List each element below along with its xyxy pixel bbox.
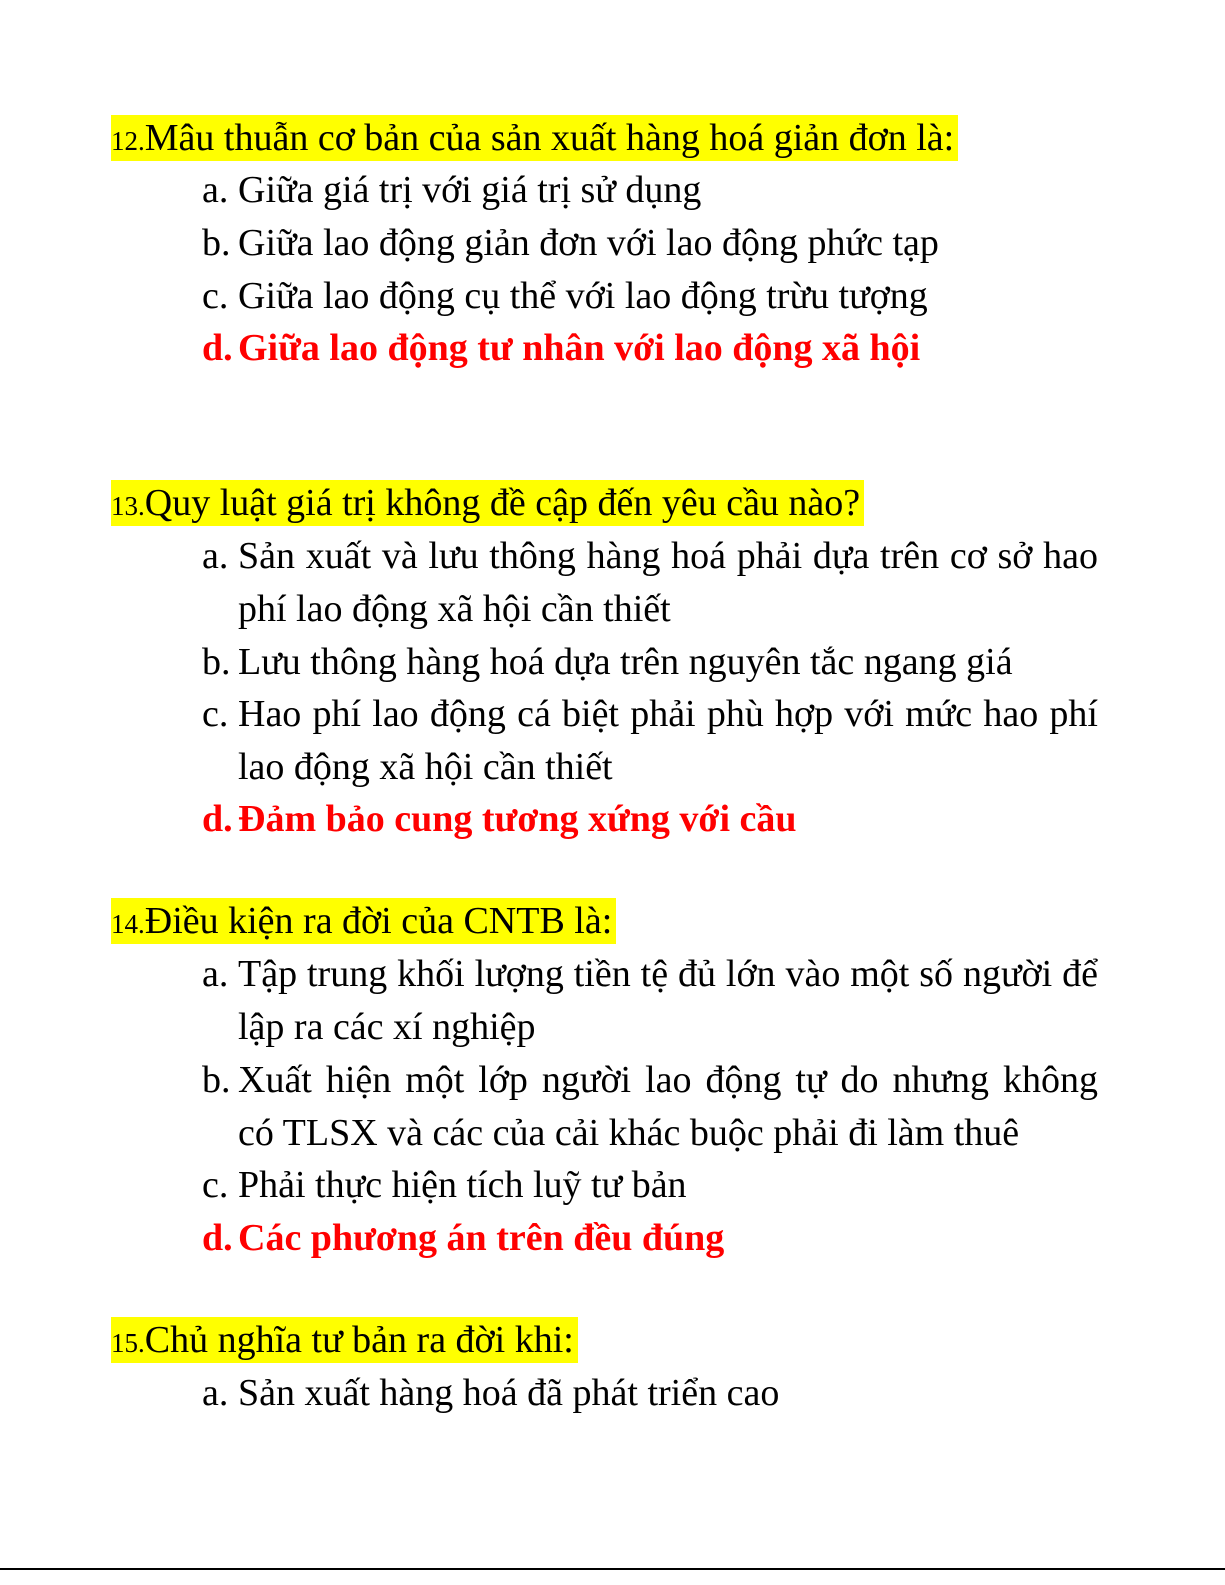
option-12-b (202, 217, 1098, 270)
option-12-d-correct (202, 322, 1098, 375)
question-13 (111, 480, 864, 526)
question-15 (111, 1317, 578, 1363)
option-letter: a. (202, 953, 229, 995)
option-15-a (202, 1367, 1098, 1420)
option-text: Hao phí lao động cá biệt phải phù hợp với mức hao phí lao động xã hội cần thiết (238, 693, 1098, 788)
option-13-b (202, 636, 1098, 689)
option-text: Lưu thông hàng hoá dựa trên nguyên tắc ngang giá (238, 641, 1013, 683)
option-12-a (202, 164, 1098, 217)
option-letter: d. (202, 1217, 233, 1259)
question-highlight (111, 480, 864, 526)
option-letter: a. (202, 1372, 229, 1414)
option-letter: d. (202, 798, 233, 840)
option-letter: b. (202, 1059, 231, 1101)
option-letter: c. (202, 275, 229, 317)
option-text: Giữa lao động tư nhân với lao động xã hội (238, 327, 921, 369)
question-highlight (111, 898, 616, 944)
option-text: Xuất hiện một lớp người lao động tự do nhưng không có TLSX và các của cải khác buộc phải đi làm thuê (238, 1059, 1098, 1154)
option-letter: d. (202, 327, 233, 369)
question-text: Chủ nghĩa tư bản ra đời khi: (144, 1319, 574, 1361)
option-14-b (202, 1054, 1098, 1160)
option-text: Đảm bảo cung tương xứng với cầu (238, 798, 797, 840)
option-text: Sản xuất hàng hoá đã phát triển cao (238, 1372, 780, 1414)
option-text: Giữa lao động giản đơn với lao động phức tạp (238, 222, 939, 264)
question-12 (111, 115, 958, 161)
question-14 (111, 898, 616, 944)
option-13-c (202, 688, 1098, 794)
option-text: Phải thực hiện tích luỹ tư bản (238, 1164, 687, 1206)
option-text: Tập trung khối lượng tiền tệ đủ lớn vào một số người để lập ra các xí nghiệp (238, 953, 1098, 1048)
option-letter: a. (202, 169, 229, 211)
option-letter: b. (202, 641, 231, 683)
option-letter: c. (202, 1164, 229, 1206)
option-text: Sản xuất và lưu thông hàng hoá phải dựa trên cơ sở hao phí lao động xã hội cần thiết (238, 535, 1098, 630)
question-highlight (111, 1317, 578, 1363)
question-number: 12. (111, 126, 145, 156)
question-text: Quy luật giá trị không đề cập đến yêu cầu nào? (144, 482, 861, 524)
option-12-c (202, 270, 1098, 323)
question-number: 14. (111, 909, 145, 939)
option-13-a (202, 530, 1098, 636)
option-14-d-correct (202, 1212, 1098, 1265)
question-number: 15. (111, 1328, 145, 1358)
question-text: Điều kiện ra đời của CNTB là: (144, 900, 613, 942)
option-14-a (202, 948, 1098, 1054)
option-text: Giữa lao động cụ thể với lao động trừu tượng (238, 275, 928, 317)
option-13-d-correct (202, 793, 1098, 846)
option-text: Các phương án trên đều đúng (238, 1217, 725, 1259)
question-highlight (111, 115, 958, 161)
page-bottom-rule (0, 1568, 1225, 1570)
question-number: 13. (111, 491, 145, 521)
option-letter: b. (202, 222, 231, 264)
question-text: Mâu thuẫn cơ bản của sản xuất hàng hoá giản đơn là: (144, 117, 955, 159)
option-14-c (202, 1159, 1098, 1212)
option-text: Giữa giá trị với giá trị sử dụng (238, 169, 702, 211)
option-letter: c. (202, 693, 229, 735)
option-letter: a. (202, 535, 229, 577)
